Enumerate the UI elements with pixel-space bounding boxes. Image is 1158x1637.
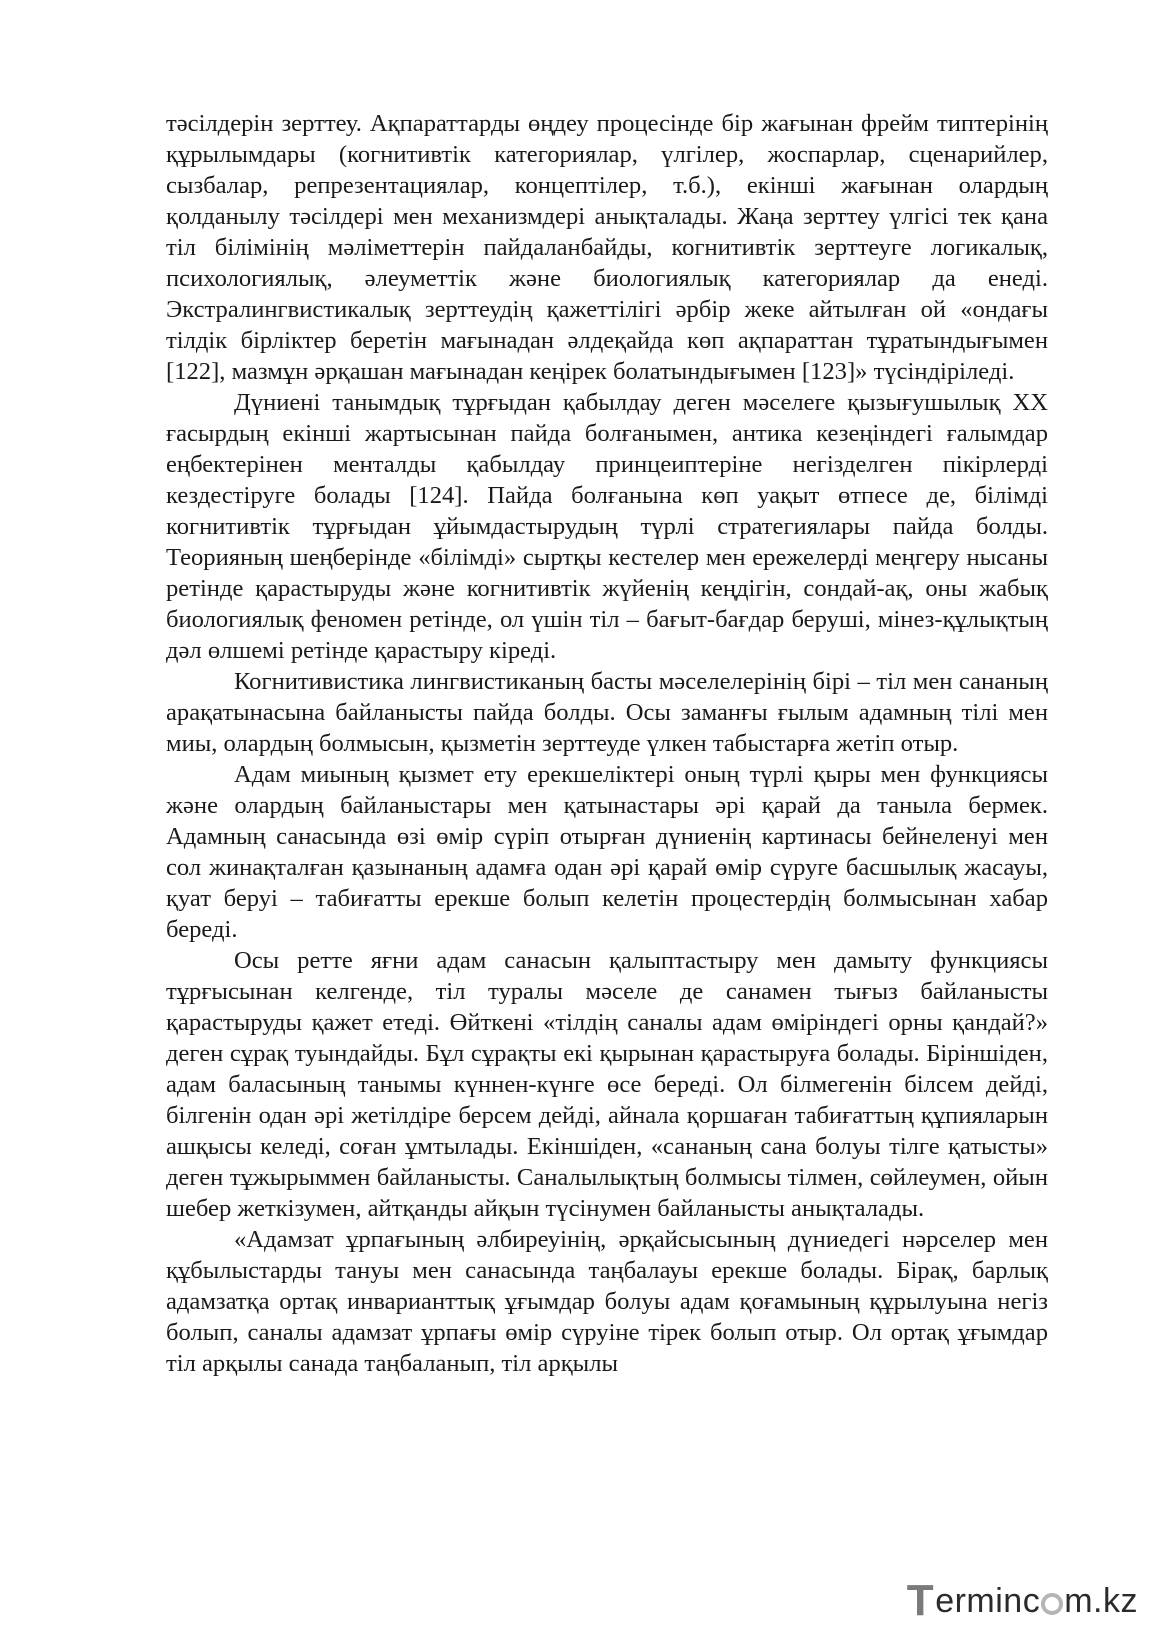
document-body: [166, 108, 1048, 1379]
paragraph-5: Осы ретте яғни адам санасын қалыптастыру мен дамыту функциясы тұрғысынан келгенде, тіл туралы мәселе де санамен тығыз байланысты қарастыруды қажет етеді. Өйткені «тілдің саналы адам өміріндегі орны қандай?» деген сұрақ туындайды. Бұл сұрақты екі қырынан қарастыруға болады. Біріншіден, адам баласының танымы күннен-күнге өсе береді. Ол білмегенін білсем дейді, білгенін одан әрі жетілдіре берсем дейді, айнала қоршаған табиғаттың құпияларын ашқысы келеді, соған ұмтылады. Екіншіден, «сананың сана болуы тілге қатысты» деген тұжырыммен байланысты. Саналылықтың болмысы тілмен, сөйлеумен, ойын шебер жеткізумен, айтқанды айқын түсінумен байланысты анықталады.: [166, 947, 1048, 1222]
paragraph-6: «Адамзат ұрпағының әлбиреуінің, әрқайсысының дүниедегі нәрселер мен құбылыстарды тануы мен санасында таңбалауы ерекше болады. Бірақ, барлық адамзатқа ортақ инварианттық ұғымдар болуы адам қоғамының құрылуына негіз болып, саналы адамзат ұрпағы өмір сүруіне тірек болып отыр. Ол ортақ ұғымдар тіл арқылы санада таңбаланып, тіл арқылы: [166, 1226, 1048, 1377]
paragraph-4: Адам миының қызмет ету ерекшеліктері оның түрлі қыры мен функциясы және олардың байланыстары мен қатынастары әрі қарай да таныла бермек. Адамның санасында өзі өмір сүріп отырған дүниенің картинасы бейнеленуі мен сол жинақталған қазынаның адамға одан әрі қарай өмір сүруге басшылық жасауы, қуат беруі – табиғатты ерекше болып келетін процестердің болмысынан хабар береді.: [166, 761, 1048, 943]
paragraph-2: Дүниені танымдық тұрғыдан қабылдау деген мәселеге қызығушылық ХХ ғасырдың екінші жартысынан пайда болғанымен, антика кезеңіндегі ғалымдар еңбектерінен менталды қабылдау принцеиптеріне негізделген пікірлерді кездестіруге болады [124]. Пайда болғанына көп уақыт өтпесе де, білімді когнитивтік тұрғыдан ұйымдастырудың түрлі стратегиялары пайда болды. Теорияның шеңберінде «білімді» сыртқы кестелер мен ережелерді меңгеру нысаны ретінде қарастыруды және когнитивтік жүйенің кеңдігін, сондай-ақ, оны жабық биологиялық феномен ретінде, ол үшін тіл – бағыт-бағдар беруші, мінез-құлықтың дәл өлшемі ретінде қарастыру кіреді.: [166, 389, 1048, 664]
watermark-text-part2: m.kz: [1064, 1581, 1138, 1620]
termincom-watermark: [906, 1576, 1138, 1625]
watermark-text-part1: erminc: [935, 1581, 1041, 1620]
ring-o-icon: [1041, 1593, 1063, 1615]
paragraph-1: тәсілдерін зерттеу. Ақпараттарды өңдеу процесінде бір жағынан фрейм типтерінің құрылымдары (когнитивтік категориялар, үлгілер, жоспарлар, сценарийлер, сызбалар, репрезентациялар, концептілер, т.б.), екінші жағынан олардың қолданылу тәсілдері мен механизмдері анықталады. Жаңа зерттеу үлгісі тек қана тіл білімінің мәліметтерін пайдаланбайды, когнитивтік зерттеуге логикалық, психологиялық, әлеуметтік және биологиялық категориялар да енеді. Экстралингвистикалық зерттеудің қажеттілігі әрбір жеке айтылған ой «ондағы тілдік бірліктер беретін мағынадан әлдеқайда көп ақпараттан тұратындығымен [122], мазмұн әрқашан мағынадан кеңірек болатындығымен [123]» түсіндіріледі.: [166, 110, 1048, 385]
paragraph-3: Когнитивистика лингвистиканың басты мәселелерінің бірі – тіл мен сананың арақатынасына байланысты пайда болды. Осы заманғы ғылым адамның тілі мен миы, олардың болмысын, қызметін зерттеуде үлкен табыстарға жетіп отыр.: [166, 668, 1048, 757]
watermark-letter-t: T: [906, 1576, 935, 1625]
